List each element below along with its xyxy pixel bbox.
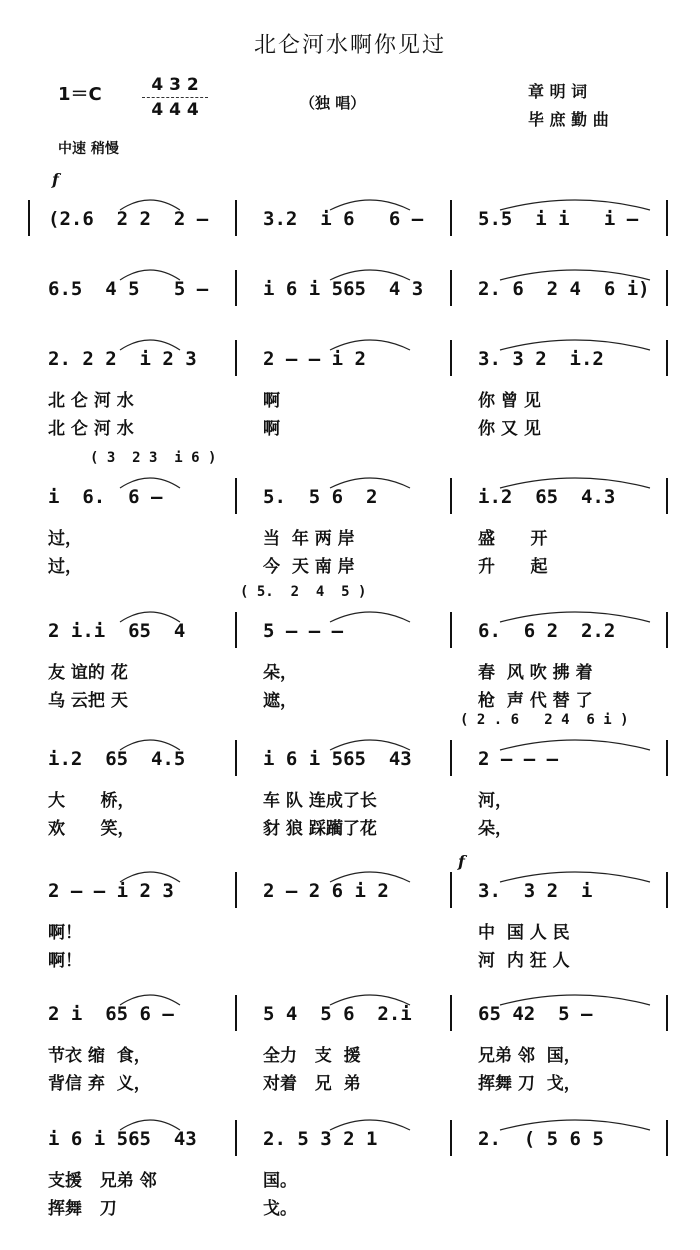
lyric-segment: 你 又 见 [478, 419, 541, 439]
measure: 2 i 65 6 — [48, 1003, 174, 1025]
lyric-segment: 你 曾 见 [478, 391, 541, 411]
lyric-segment: 北 仑 河 水 [48, 419, 134, 439]
lyric-segment: 大 桥， [48, 791, 135, 811]
credits [528, 78, 609, 134]
slur-marks [30, 464, 670, 494]
lyric-segment: 全力 支 援 [263, 1046, 361, 1066]
measure: 2. ( 5 6 5 [478, 1128, 604, 1150]
slur-arc [330, 270, 410, 280]
lyric-segment: 挥舞 刀 戈， [478, 1074, 581, 1094]
measure: i 6 i 565 43 [48, 1128, 197, 1150]
measure: 2. 2 2 i 2 3 [48, 348, 197, 370]
measure: 2 — — — [478, 748, 559, 770]
dynamic-forte-2: f [458, 852, 465, 871]
measure: 2 — — i 2 [263, 348, 366, 370]
slur-arc [120, 340, 180, 350]
lyric-segment: 过， [48, 557, 82, 577]
tempo-marking: 中速 稍慢 [58, 141, 119, 157]
lyric-segment: 国。 [263, 1171, 297, 1191]
lyric-segment: 支援 兄弟 邻 [48, 1171, 157, 1191]
slur-marks [30, 726, 670, 756]
measure: 2. 5 3 2 1 [263, 1128, 378, 1150]
slur-marks [30, 186, 670, 216]
slur-arc [120, 995, 180, 1005]
slur-arc [330, 478, 410, 488]
lyric-segment: 中 国 人 民 [478, 923, 570, 943]
slur-arc [120, 612, 180, 622]
slur-arc [500, 995, 650, 1005]
lyric-segment: 北 仑 河 水 [48, 391, 134, 411]
lyric-segment: 河 内 狂 人 [478, 951, 570, 971]
slur-arc [120, 740, 180, 750]
lyric-segment: 背信 弃 义， [48, 1074, 151, 1094]
measure: 6.5 4 5 5 — [48, 278, 209, 300]
slur-arc [330, 872, 410, 882]
lyric-segment: 枪 声 代 替 了 [478, 691, 593, 711]
measure: 5 4 5 6 2.i [263, 1003, 412, 1025]
slur-arc [330, 740, 410, 750]
slur-marks [30, 1106, 670, 1136]
dynamic-forte: f [52, 170, 59, 189]
measure: (2.6 2 2 2 — [48, 208, 209, 230]
measure: 3. 3 2 i.2 [478, 348, 604, 370]
meter-top: 4 3 2 [151, 75, 199, 95]
lyric-segment: 对着 兄 弟 [263, 1074, 361, 1094]
meter-bottom: 4 4 4 [151, 100, 199, 120]
lyric-segment: 当 年 两 岸 [263, 529, 355, 549]
measure: i 6. 6 — [48, 486, 163, 508]
measure: 6. 6 2 2.2 [478, 620, 616, 642]
lyric-segment: 盛 开 [478, 529, 548, 549]
lyric-segment: 兄弟 邻 国， [478, 1046, 581, 1066]
slur-marks [30, 858, 670, 888]
measure: 2 i.i 65 4 [48, 620, 186, 642]
slur-arc [500, 612, 650, 622]
lyric-segment: 啊 [263, 391, 280, 411]
slur-arc [120, 1120, 180, 1130]
lyric-segment: 春 风 吹 拂 着 [478, 663, 593, 683]
interlude-notes: ( 3 2 3 i 6 ) [90, 450, 217, 466]
measure: 5.5 i i i — [478, 208, 639, 230]
slur-arc [330, 612, 410, 622]
lyric-segment: 遮， [263, 691, 297, 711]
measure: 2. 6 2 4 6 i) [478, 278, 650, 300]
slur-arc [500, 740, 650, 750]
lyric-segment: 节衣 缩 食， [48, 1046, 151, 1066]
song-title: 北仑河水啊你见过 [253, 33, 446, 58]
lyric-segment: 朵， [263, 663, 297, 683]
lyric-segment: 过， [48, 529, 82, 549]
slur-arc [120, 200, 180, 210]
slur-arc [500, 270, 650, 280]
slur-marks [30, 981, 670, 1011]
slur-arc [120, 478, 180, 488]
lyric-segment: 今 天 南 岸 [263, 557, 355, 577]
interlude-notes: ( 2 . 6 2 4 6 i ) [460, 712, 629, 728]
slur-arc [120, 270, 180, 280]
time-signature [140, 74, 210, 121]
lyric-segment: 戈。 [263, 1199, 297, 1219]
measure: 5. 5 6 2 [263, 486, 378, 508]
slur-arc [500, 1120, 650, 1130]
measure: i 6 i 565 4 3 [263, 278, 424, 300]
measure: i.2 65 4.5 [48, 748, 186, 770]
slur-marks [30, 326, 670, 356]
measure: 2 — — i 2 3 [48, 880, 174, 902]
lyric-segment: 乌 云把 天 [48, 691, 128, 711]
lyric-segment: 啊！ [48, 951, 82, 971]
slur-arc [120, 872, 180, 882]
measure: 2 — 2 6 i 2 [263, 880, 389, 902]
lyric-segment: 啊 [263, 419, 280, 439]
slur-arc [330, 200, 410, 210]
lyric-segment: 啊！ [48, 923, 82, 943]
lyricist: 章 明 词 [528, 82, 588, 101]
lyric-segment: 车 队 连成了长 [263, 791, 377, 811]
slur-marks [30, 598, 670, 628]
lyric-segment: 升 起 [478, 557, 548, 577]
interlude-notes: ( 5. 2 4 5 ) [240, 584, 367, 600]
measure: 65 42 5 — [478, 1003, 593, 1025]
key-signature: 1＝C [58, 84, 102, 105]
lyric-segment: 挥舞 刀 [48, 1199, 117, 1219]
measure: i.2 65 4.3 [478, 486, 616, 508]
measure: i 6 i 565 43 [263, 748, 412, 770]
slur-arc [330, 1120, 410, 1130]
measure: 5 — — — [263, 620, 344, 642]
slur-arc [330, 340, 410, 350]
lyric-segment: 欢 笑， [48, 819, 135, 839]
slur-arc [500, 872, 650, 882]
measure: 3.2 i 6 6 — [263, 208, 424, 230]
lyric-segment: 友 谊的 花 [48, 663, 128, 683]
slur-arc [500, 340, 650, 350]
slur-marks [30, 256, 670, 286]
performance-type: （独 唱） [300, 94, 366, 112]
composer: 毕 庶 勤 曲 [528, 110, 609, 129]
measure: 3. 3 2 i [478, 880, 593, 902]
slur-arc [500, 200, 650, 210]
lyric-segment: 朵， [478, 819, 512, 839]
slur-arc [330, 995, 410, 1005]
slur-arc [500, 478, 650, 488]
lyric-segment: 河， [478, 791, 512, 811]
lyric-segment: 豺 狼 踩躏了花 [263, 819, 377, 839]
